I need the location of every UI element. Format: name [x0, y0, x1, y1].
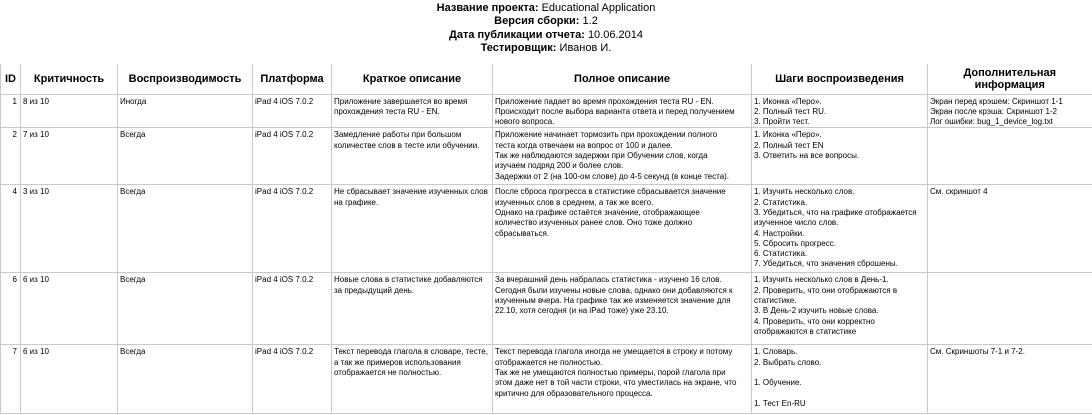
cell-line: за предыдущий день. [334, 285, 415, 295]
cell-line: 3. Пройти тест. [754, 117, 810, 127]
cell-line: Не сбрасывает значение изученных слов [334, 187, 488, 197]
cell-line: 1. Словарь. [754, 347, 798, 357]
build-label: Версия сборки: [494, 15, 580, 27]
table-row [1, 94, 1092, 128]
cell-line [930, 130, 1090, 140]
cell-line: 2. Выбрать слово. [754, 357, 822, 367]
cell-platform: iPad 4 iOS 7.0.2 [253, 94, 332, 128]
cell-extra-info [928, 128, 1092, 185]
cell-reproducibility: Иногда [118, 94, 253, 128]
cell-line: 1. Изучить несколько слов в День-1. [754, 275, 889, 285]
header-steps: Шаги воспроизведения [752, 64, 928, 94]
cell-line: За вчерашний день набралась статистика - изучено 16 слов. [495, 275, 722, 285]
cell-line: а так же примеров использования [334, 357, 461, 367]
cell-description [493, 273, 752, 345]
cell-line: 1. Иконка «Перо». [754, 130, 822, 140]
cell-line: отображается не полностью. [334, 367, 442, 377]
cell-line: Задержки от 2 (на 100-ом слове) до 4-5 секунд (в конце теста). [495, 171, 730, 181]
cell-line: количество изученных ранее слов. Оно тоже должно [495, 218, 693, 228]
cell-steps [752, 273, 928, 345]
cell-line: этом даже нет в той части строки, что уместилась на экране, что [495, 378, 737, 388]
table-row [1, 185, 1092, 273]
cell-id: 6 [1, 273, 21, 345]
cell-line: нового вопроса. [495, 117, 555, 127]
cell-line: 7. Убедиться, что значения сброшены. [754, 259, 898, 269]
cell-id: 7 [1, 345, 21, 414]
cell-description [493, 345, 752, 414]
header-row [1, 64, 1092, 94]
date-label: Дата публикации отчета: [449, 29, 585, 41]
cell-summary [332, 345, 493, 414]
cell-line: критично для образовательного процесса. [495, 388, 653, 398]
cell-steps [752, 128, 928, 185]
cell-line: См. Скриншоты 7-1 и 7-2. [930, 347, 1025, 357]
build-value: 1.2 [582, 15, 598, 27]
cell-line: 2. Полный тест EN [754, 140, 824, 150]
cell-line: 3. В День-2 изучить новые слова. [754, 306, 879, 316]
cell-extra-info [928, 94, 1092, 128]
cell-severity: 6 из 10 [21, 273, 118, 345]
table-row [1, 345, 1092, 414]
cell-line: Так же наблюдаются задержки при Обучении слов, когда [495, 150, 708, 160]
cell-line: Новые слова в статистике добавляются [334, 275, 483, 285]
cell-line: 2. Статистика. [754, 197, 808, 207]
cell-reproducibility: Всегда [118, 345, 253, 414]
cell-description [493, 128, 752, 185]
cell-line: теста когда отвечаем на вопрос от 100 и далее. [495, 140, 673, 150]
cell-steps [752, 94, 928, 128]
cell-line [754, 368, 925, 378]
cell-description [493, 185, 752, 273]
cell-line: Так же не умещаются полностью примеры, порой глагола при [495, 367, 726, 377]
cell-line: сбрасываться. [495, 228, 550, 238]
cell-line: 2. Проверить, что они отображаются в [754, 285, 898, 295]
header-extra-info: Дополнительная информация [928, 64, 1092, 94]
cell-line: 6. Статистика. [754, 249, 808, 259]
cell-line: прохождения теста RU - EN. [334, 106, 440, 116]
cell-line: 5. Сбросить прогресс. [754, 238, 836, 248]
cell-line: См. скриншот 4 [930, 187, 988, 197]
report-build-line [0, 15, 1092, 27]
table-row [1, 273, 1092, 345]
cell-summary [332, 94, 493, 128]
cell-line: Приложение завершается во время [334, 96, 468, 106]
cell-severity: 8 из 10 [21, 94, 118, 128]
cell-line: Лог ошибки: bug_1_device_log.txt [930, 117, 1053, 127]
cell-line: Экран после крэша: Скриншот 1-2 [930, 106, 1058, 116]
cell-summary [332, 273, 493, 345]
cell-line: Происходит после выбора варианта ответа и перед получением [495, 106, 735, 116]
cell-platform: iPad 4 iOS 7.0.2 [253, 128, 332, 185]
cell-line: 3. Убедиться, что на графике отображается [754, 207, 917, 217]
cell-extra-info [928, 345, 1092, 414]
cell-steps [752, 185, 928, 273]
cell-line: После сброса прогресса в статистике сбрасывается значение [495, 187, 726, 197]
cell-line: Текст перевода глагола иногда не умещается в строку и потому [495, 347, 733, 357]
report-tester-line [0, 42, 1092, 54]
date-value: 10.06.2014 [587, 29, 643, 41]
bug-report-table [0, 64, 1092, 414]
cell-line: Однако на графике остаётся значение, отображающее [495, 207, 700, 217]
cell-platform: iPad 4 iOS 7.0.2 [253, 345, 332, 414]
cell-steps [752, 345, 928, 414]
cell-summary [332, 185, 493, 273]
cell-platform: iPad 4 iOS 7.0.2 [253, 273, 332, 345]
header-platform: Платформа [253, 64, 332, 94]
cell-line: изученных слов в среднем, а так же всего. [495, 197, 654, 207]
cell-reproducibility: Всегда [118, 273, 253, 345]
cell-severity: 6 из 10 [21, 345, 118, 414]
header-severity: Критичность [21, 64, 118, 94]
table-row [1, 128, 1092, 185]
cell-line: Приложение начинает тормозить при прохождении полного [495, 130, 718, 140]
cell-line: 3. Ответить на все вопросы. [754, 150, 860, 160]
cell-extra-info [928, 273, 1092, 345]
cell-line: Текст перевода глагола в словаре, тесте, [334, 347, 488, 357]
cell-line: 1. Иконка «Перо». [754, 96, 822, 106]
cell-line: Замедление работы при большом [334, 130, 462, 140]
cell-summary [332, 128, 493, 185]
cell-id: 4 [1, 185, 21, 273]
cell-line: 4. Настройки. [754, 228, 805, 238]
cell-line: статистике. [754, 295, 797, 305]
cell-id: 2 [1, 128, 21, 185]
report-project-line [0, 2, 1092, 14]
cell-line: 1. Обучение. [754, 378, 802, 388]
cell-line: Экран перед крэшем: Скриншот 1-1 [930, 96, 1063, 106]
project-value: Educational Application [541, 2, 656, 14]
cell-line: количестве слов в тесте или обучении. [334, 140, 480, 150]
cell-line: 4. Проверить, что они корректно [754, 316, 875, 326]
cell-line: изученное число слов. [754, 218, 839, 228]
header-description: Полное описание [493, 64, 752, 94]
cell-line: на графике. [334, 197, 379, 207]
cell-line [930, 275, 1090, 285]
cell-line: 22.10, хотя сегодня (и на iPad тоже) уже 23.10. [495, 306, 669, 316]
cell-platform: iPad 4 iOS 7.0.2 [253, 185, 332, 273]
cell-line: отображаются в статистике [754, 326, 857, 336]
cell-line: 1. Изучить несколько слов. [754, 187, 855, 197]
cell-line: Приложение падает во время прохождения теста RU - EN. [495, 96, 714, 106]
report-date-line [0, 29, 1092, 41]
cell-line: изучаем подряд 200 и более слов. [495, 161, 624, 171]
header-reproducibility: Воспроизводимость [118, 64, 253, 94]
cell-line: Сегодня были изучены новые слова, однако они добавляются к [495, 285, 733, 295]
cell-reproducibility: Всегда [118, 128, 253, 185]
cell-line: 1. Тест En-RU [754, 398, 806, 408]
tester-label: Тестировщик: [480, 42, 557, 54]
cell-id: 1 [1, 94, 21, 128]
cell-description [493, 94, 752, 128]
cell-line: изученным вчера. На графике так же изменяется значение для [495, 295, 731, 305]
tester-value: Иванов И. [559, 42, 612, 54]
cell-line [754, 389, 925, 399]
project-label: Название проекта: [436, 2, 539, 14]
cell-line: отображается не полностью. [495, 357, 603, 367]
cell-extra-info [928, 185, 1092, 273]
header-summary: Краткое описание [332, 64, 493, 94]
cell-reproducibility: Всегда [118, 185, 253, 273]
cell-line: 2. Полный тест RU. [754, 106, 827, 116]
header-id: ID [1, 64, 21, 94]
cell-severity: 3 из 10 [21, 185, 118, 273]
cell-severity: 7 из 10 [21, 128, 118, 185]
